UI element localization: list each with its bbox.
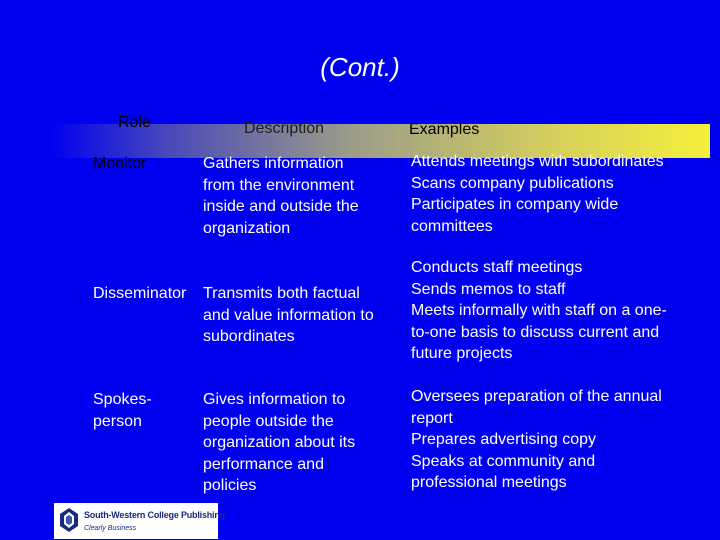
publisher-logo bbox=[54, 503, 225, 539]
publisher-logo-tagline: Clearly Business bbox=[84, 525, 137, 532]
row-monitor-examples: Attends meetings with subordinates Scans company publications Participates in company wide committees bbox=[411, 153, 664, 235]
slide-title: (Cont.) bbox=[320, 52, 400, 82]
publisher-logo-name: South-Western College Publishing bbox=[84, 510, 225, 520]
row-spokesperson-examples: Oversees preparation of the annual report Prepares advertising copy Speaks at community and professional meetings bbox=[411, 388, 662, 492]
row-monitor-description: Gathers information from the environment inside and outside the organization bbox=[203, 155, 359, 237]
header-examples: Examples bbox=[409, 121, 480, 138]
row-monitor-role: Monitor bbox=[93, 155, 147, 172]
header-description: Description bbox=[244, 120, 325, 137]
row-spokesperson-description: Gives information to people outside the organization about its performance and policies bbox=[203, 391, 356, 495]
publisher-logo-icon bbox=[60, 508, 78, 532]
row-disseminator-description: Transmits both factual and value information to subordinates bbox=[203, 285, 374, 346]
row-spokesperson-role: Spokes- person bbox=[93, 391, 152, 430]
row-disseminator-role: Disseminator bbox=[93, 285, 187, 302]
row-disseminator-examples: Conducts staff meetings Sends memos to staff Meets informally with staff on a one- to-one basis to discuss current and future projects bbox=[411, 259, 667, 363]
header-role: Role bbox=[118, 114, 151, 131]
